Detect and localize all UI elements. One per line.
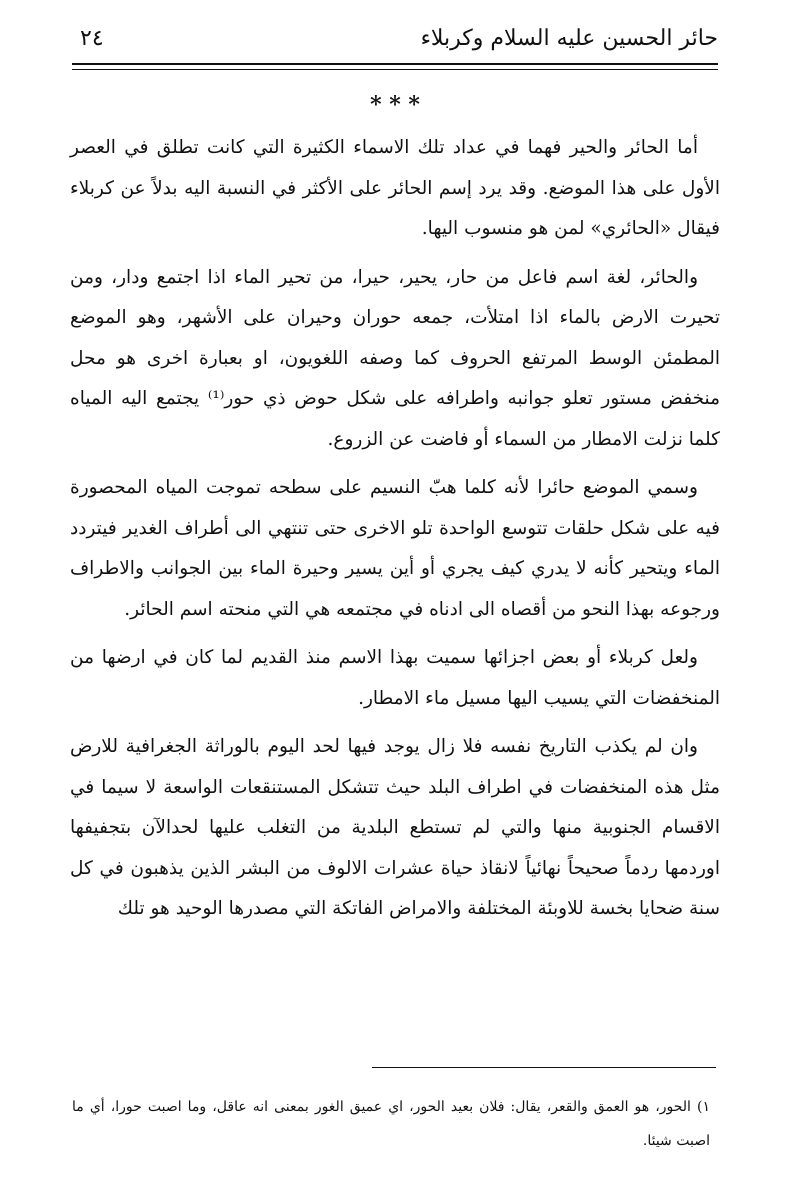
body-text <box>70 128 720 938</box>
page-number: ٢٤ <box>80 25 104 51</box>
paragraph: والحائر، لغة اسم فاعل من حار، يحير، حيرا، من تحير الماء اذا اجتمع ودار، ومن تحيرت الارض بالماء اذا امتلأت، جمعه حوران وحيران على الأشهر، وهو الموضع المطمئن الوسط المرتفع الحروف كما وصفه اللغويون، او بعبارة اخرى هو محل منخفض مستور تعلو جوانبه واطرافه على شكل حوض ذي حور⁽¹⁾ يجتمع اليه المياه كلما نزلت الامطار من السماء أو فاضت عن الزروع. <box>70 266 720 450</box>
paragraph: ولعل كربلاء أو بعض اجزائها سميت بهذا الاسم منذ القديم لما كان في ارضها من المنخفضات التي يسيب اليها مسيل ماء الامطار. <box>70 647 720 709</box>
section-separator: * * * <box>370 92 420 118</box>
running-header <box>80 18 718 58</box>
header-rule-thin <box>72 69 718 70</box>
footnote-rule <box>372 1067 716 1068</box>
paragraph: وسمي الموضع حائرا لأنه كلما هبّ النسيم على سطحه تموجت المياه المحصورة فيه على شكل حلقات تتوسع الواحدة تلو الاخرى حتى تنتهي الى أطراف الغدير فيتردد الماء ويتحير كأنه لا يدري كيف يجري أو أين يسير وحيرة الماء بين الجوانب والاطراف ورجوعه بهذا النحو من أقصاه الى ادناه في مجتمعه هي التي منحته اسم الحائر. <box>70 477 720 620</box>
footnote: ١) الحور، هو العمق والقعر، يقال: فلان بعيد الحور، اي عميق الغور بمعنى انه عاقل، وما اصبت حورا، أي ما اصبت شيئا. <box>72 1099 710 1149</box>
paragraph: وان لم يكذب التاريخ نفسه فلا زال يوجد فيها لحد اليوم بالوراثة الجغرافية للارض مثل هذه المنخفضات في اطراف البلد حيث تتشكل المستنقعات الواسعة لا سيما في الاقسام الجنوبية منها والتي لم تستطع البلدية من التغلب عليها لحدالآن بتجفيفها اوردمها ردماً صحيحاً نهائياً لانقاذ حياة عشرات الالوف من البشر الذين يذهبون في كل سنة ضحايا بخسة للاوبئة المختلفة والامراض الفاتكة التي مصدرها الوحيد هو تلك <box>70 736 720 919</box>
paragraph: أما الحائر والحير فهما في عداد تلك الاسماء الكثيرة التي كانت تطلق في العصر الأول على هذا الموضع. وقد يرد إسم الحائر على الأكثر في النسبة اليه بدلاً عن كربلاء فيقال «الحائري» لمن هو منسوب اليها. <box>70 137 720 239</box>
running-title: حائر الحسين عليه السلام وكربلاء <box>420 25 718 51</box>
header-rule-thick <box>72 63 718 65</box>
